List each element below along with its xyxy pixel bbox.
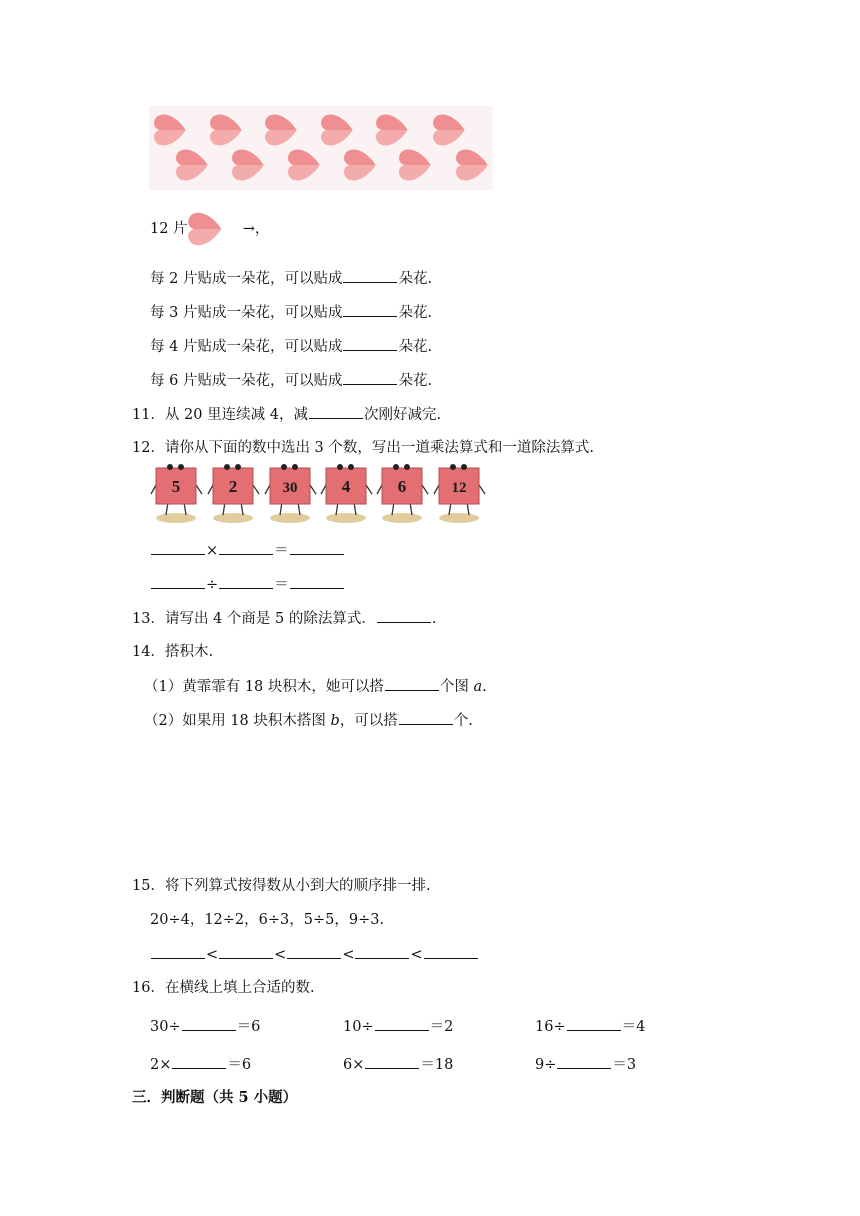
answer-blank[interactable]: [399, 710, 453, 725]
division-blank-row: ÷ ＝: [150, 574, 345, 595]
fill-item: 6× ＝18: [343, 1054, 453, 1075]
hearts-illustration: [0, 0, 860, 260]
answer-blank[interactable]: [557, 1054, 611, 1069]
question-12: 12．请你从下面的数中选出 3 个数，写出一道乘法算式和一道除法算式.: [132, 440, 595, 456]
number-card: [377, 464, 428, 523]
question-13: 13．请写出 4 个商是 5 的除法算式． .: [132, 608, 436, 629]
answer-blank[interactable]: [290, 574, 344, 589]
answer-blank[interactable]: [385, 676, 439, 691]
answer-blank[interactable]: [151, 540, 205, 555]
hearts-line-2: 每 3 片贴成一朵花，可以贴成 朵花.: [150, 302, 432, 323]
question-14-part-2: （2）如果用 18 块积木搭图 b，可以搭 个.: [144, 710, 473, 731]
answer-blank[interactable]: [172, 1054, 226, 1069]
answer-blank[interactable]: [182, 1016, 236, 1031]
answer-blank[interactable]: [287, 944, 341, 959]
question-11: 11．从 20 里连续减 4，减 次刚好减完.: [132, 404, 441, 425]
answer-blank[interactable]: [355, 944, 409, 959]
hearts-line-4: 每 6 片贴成一朵花，可以贴成 朵花.: [150, 370, 432, 391]
section-3-title: 三．判断题（共 5 小题）: [132, 1089, 298, 1106]
number-card-value: 4: [341, 477, 351, 496]
number-card-value: 2: [228, 477, 238, 496]
answer-blank[interactable]: [343, 268, 397, 283]
question-15: 15．将下列算式按得数从小到大的顺序排一排.: [132, 878, 431, 894]
answer-blank[interactable]: [151, 944, 205, 959]
multiplication-blank-row: × ＝: [150, 540, 345, 561]
answer-blank[interactable]: [343, 302, 397, 317]
number-card: [208, 464, 259, 523]
answer-blank[interactable]: [309, 404, 363, 419]
hearts-line-1: 每 2 片贴成一朵花，可以贴成 朵花.: [150, 268, 432, 289]
answer-blank[interactable]: [567, 1016, 621, 1031]
fill-item: 10÷ ＝2: [343, 1016, 453, 1037]
answer-blank[interactable]: [151, 574, 205, 589]
fill-item: 16÷ ＝4: [535, 1016, 645, 1037]
number-card-value: 6: [397, 477, 407, 496]
answer-blank[interactable]: [219, 540, 273, 555]
number-card: [434, 464, 485, 523]
answer-blank[interactable]: [424, 944, 478, 959]
question-14-part-1: （1）黄霏霏有 18 块积木，她可以搭 个图 a.: [144, 676, 487, 697]
question-14: 14．搭积木.: [132, 644, 214, 660]
answer-blank[interactable]: [290, 540, 344, 555]
hearts-intro: 12 片 →，: [150, 221, 270, 237]
number-card: [265, 464, 316, 523]
number-card: [321, 464, 372, 523]
answer-blank[interactable]: [219, 944, 273, 959]
answer-blank[interactable]: [375, 1016, 429, 1031]
blocks-figures: [0, 730, 860, 870]
number-cards: [0, 460, 860, 530]
answer-blank[interactable]: [377, 608, 431, 623]
hearts-line-3: 每 4 片贴成一朵花，可以贴成 朵花.: [150, 336, 432, 357]
answer-blank[interactable]: [343, 370, 397, 385]
fill-item: 30÷ ＝6: [150, 1016, 260, 1037]
fill-item: 2× ＝6: [150, 1054, 251, 1075]
number-card-value: 12: [451, 480, 467, 496]
fill-item: 9÷ ＝3: [535, 1054, 636, 1075]
answer-blank[interactable]: [365, 1054, 419, 1069]
number-card: [151, 464, 202, 523]
question-15-expressions: 20÷4，12÷2，6÷3，5÷5，9÷3.: [150, 912, 385, 928]
number-card-value: 30: [282, 480, 298, 496]
answer-blank[interactable]: [343, 336, 397, 351]
question-16: 16．在横线上填上合适的数.: [132, 980, 315, 996]
number-card-value: 5: [171, 477, 181, 496]
question-15-order-row: < < < <: [150, 944, 479, 965]
answer-blank[interactable]: [219, 574, 273, 589]
